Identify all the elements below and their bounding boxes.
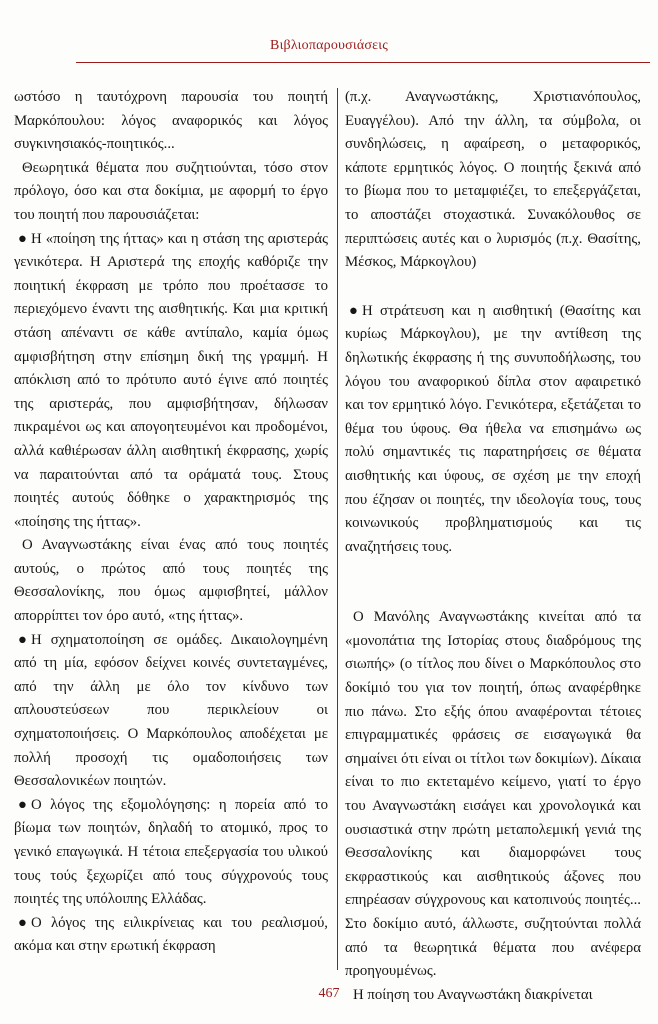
bullet-item: ● Η «ποίηση της ήττας» και η στάση της αριστεράς γενικότερα. Η Αριστερά της εποχής καθόριζε την ποιητική έκφραση με τρόπο που προέτασσε το περιεχόμενο έναντι της αισθητικής. Και μια κριτική στάση απέναντι σε κάθε αντίπαλο, καμία όμως αμφισβήτηση στην επίσημη δική της γραμμή. Η απόκλιση από το πρότυπο αυτό έγινε από ποιητές της αριστεράς, που αμφισβήτησαν, δήλωσαν πικραμένοι ως και απογοητευμένοι και προδομένοι, αλλά καθιέρωσαν άλλη αισθητική έκφρασης, χωρίς να παραιτούνται από τα οράματά τους. Στους ποιητές αυτούς δόθηκε ο χαρακτηρισμός της «ποίησης της ήττας».: [14, 228, 328, 535]
page-number: 467: [318, 986, 340, 1001]
bullet-icon: ●: [18, 631, 27, 648]
bullet-icon: ●: [18, 914, 27, 931]
header-rule: [76, 62, 650, 63]
bullet-item: ● Ο λόγος της ειλικρίνειας και του ρεαλισμού, ακόμα και στην ερωτική έκφραση: [14, 912, 328, 959]
left-column: [14, 86, 328, 959]
bullet-icon: ●: [18, 230, 27, 247]
right-column: [345, 86, 641, 1007]
bullet-item: ● Η στράτευση και η αισθητική (Θασίτης και κυρίως Μάρκογλου), με την αντίθεση της δηλωτικής έκφρασης ή της συνυποδήλωσης, του λόγου του αναφορικού δίπλα στον αφαιρετικό και τον ερμητικό λόγο. Γενικότερα, εξετάζεται το θέμα του ύφους. Θα ήθελα να επισημάνω ως πολύ σημαντικές τις παρατηρήσεις σε θέματα αισθητικής και ύφους, σε σχέση με την εποχή που έζησαν οι ποιητές, την ιδεολογία τους, τους κοινωνικούς προβληματισμούς και τις αναζητήσεις τους.: [345, 300, 641, 560]
bullet-icon: ●: [349, 302, 358, 319]
column-divider: [337, 88, 338, 970]
running-header: Βιβλιοπαρουσιάσεις: [270, 38, 388, 53]
bullet-item: ● Η σχηματοποίηση σε ομάδες. Δικαιολογημένη από τη μία, εφόσον δείχνει κοινές συντεταγμένες, από την άλλη με όλο τον κίνδυνο των απλουστεύσεων που περικλείουν οι σχηματοποιήσεις. Ο Μαρκόπουλος αποδέχεται με πολλή προσοχή τις ομαδοποιήσεις των Θεσσαλονικέων ποιητών.: [14, 629, 328, 794]
bullet-icon: ●: [18, 796, 27, 813]
paragraph: Ο Αναγνωστάκης είναι ένας από τους ποιητές αυτούς, ο πρώτος από τους ποιητές της Θεσσαλονίκης, που όμως αμφισβητεί, μάλλον απορρίπτει τον όρο αυτό, «της ήττας».: [14, 537, 328, 625]
paragraph: Η ποίηση του Αναγνωστάκη διακρίνεται: [353, 986, 593, 1003]
paragraph: (π.χ. Αναγνωστάκης, Χριστιανόπουλος, Ευαγγέλου). Από την άλλη, τα σύμβολα, οι συνδηλώσεις, η αφαίρεση, ο μεταφορικός, κάποτε ερμητικός λόγος. Ο ποιητής ξεκινά από το βίωμα που το μεταμφιέζει, το επεξεργάζεται, το αποστάζει στοχαστικά. Συνακόλουθος σε περιπτώσεις αυτές και ο λυρισμός (π.χ. Θασίτης, Μέσκος, Μάρκογλου): [345, 89, 641, 271]
paragraph: Θεωρητικά θέματα που συζητιούνται, τόσο στον πρόλογο, όσο και στα δοκίμια, με αφορμή το έργο του ποιητή που παρουσιάζεται:: [14, 159, 328, 223]
paragraph: Ο Μανόλης Αναγνωστάκης κινείται από τα «μονοπάτια της Ιστορίας στους διαδρόμους της σιωπής» (ο τίτλος που δίνει ο Μαρκόπουλος στο δοκίμιό του για τον ποιητή, όπως αναφέρθηκε πιο πάνω. Στο εξής όπου αναφέρονται τέτοιες επιγραμματικές φράσεις σε εισαγωγικά θα σημαίνει ότι είναι οι τίτλοι των δοκιμίων). Δίκαια είναι το πιο εκτεταμένο κείμενο, γιατί το έργο του Αναγνωστάκη εισάγει και χρονολογικά και ουσιαστικά στην πρώτη μεταπολεμική γενιά της Θεσσαλονίκης και διαμορφώνει τους εκφραστικούς και αισθητικούς άξονες που επηρέασαν σύγχρονους και κατοπινούς ποιητές... Στο δοκίμιο αυτό, άλλωστε, συζητούνται πολλά από τα θεωρητικά θέματα που ανέφερα προηγουμένως.: [345, 609, 641, 980]
bullet-item: ● Ο λόγος της εξομολόγησης: η πορεία από το βίωμα των ποιητών, δηλαδή το ατομικό, προς το γενικό επαγωγικά. Η τέτοια επεξεργασία του υλικού τους τούς ξεχωρίζει από τους σύγχρονούς τους ποιητές της υπόλοιπης Ελλάδας.: [14, 794, 328, 912]
paragraph: ωστόσο η ταυτόχρονη παρουσία του ποιητή Μαρκόπουλου: λόγος αναφορικός και λόγος συγκινησιακός-ποιητικός...: [14, 89, 328, 153]
